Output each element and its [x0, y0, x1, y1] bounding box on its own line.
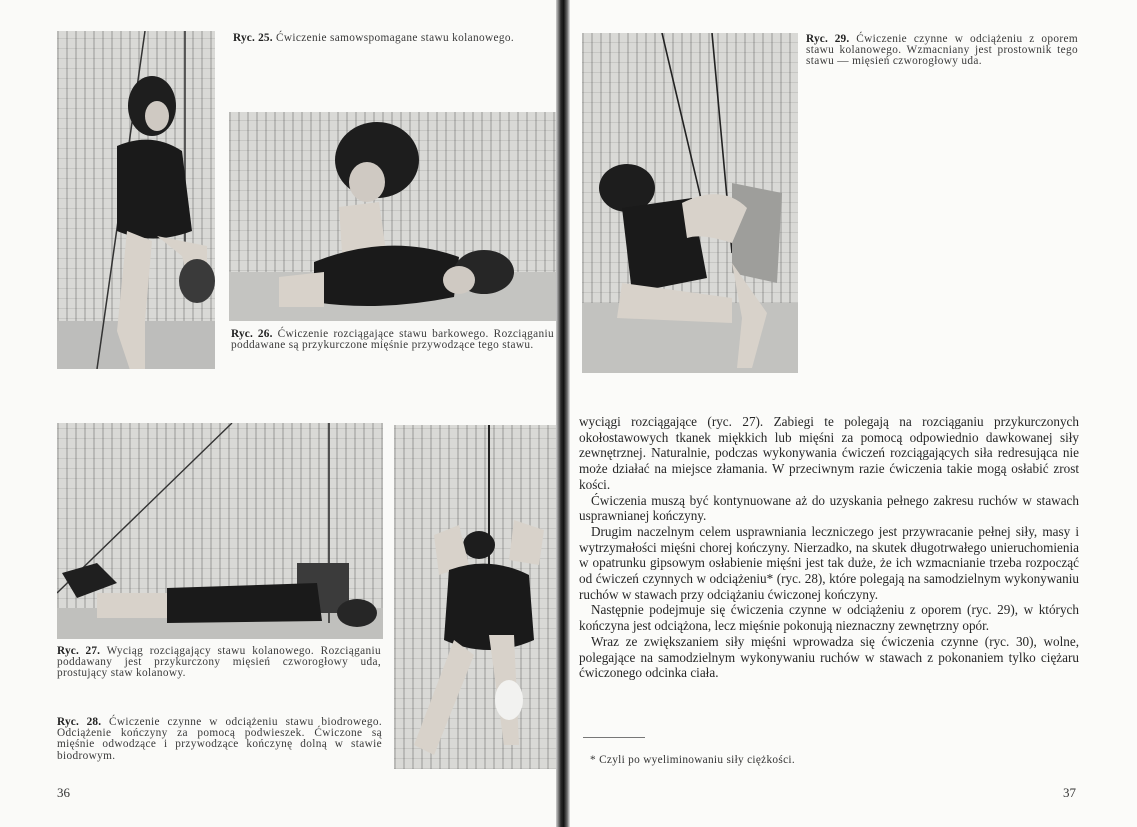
caption-fig29-text: Ćwiczenie czynne w odciążeniu z oporem stawu kolanowego. Wzmacniany jest prostownik tego stawu — mięsień czworogłowy uda.	[806, 33, 1078, 68]
paragraph-1: wyciągi rozciągające (ryc. 27). Zabiegi te polegają na rozciąganiu przykurczonych okołostawowych tkanek miękkich lub mięśni za pomocą odpowiednio dawkowanej siły zewnętrznej. Naturalnie, podczas wykonywania ćwiczeń rozciągających siła redresująca nie może działać na miejsce złamania. W przeciwnym razie ćwiczenia takie mogą osłabić zrost kości.	[579, 414, 1079, 492]
caption-fig27	[57, 646, 381, 680]
left-page	[0, 0, 560, 827]
photo-fig25	[57, 31, 215, 369]
paragraph-3: Drugim naczelnym celem usprawniania leczniczego jest przywracanie pełnej siły, masy i wytrzymałości mięśni chorej kończyny. Nierzadko, na skutek długotrwałego unieruchomienia w opatrunku gipsowym osłabienie mięśni jest tak duże, że ich wzmacnianie trzeba rozpocząć od ćwiczeń czynnych w odciążeniu* (ryc. 28), które polegają na samodzielnym wykonywaniu ruchów w stawach przy odciążaniu ćwiczonej kończyny.	[579, 523, 1079, 602]
paragraph-2: Ćwiczenia muszą być kontynuowane aż do uzyskania pełnego zakresu ruchów w stawach usprawnianej kończyny.	[579, 492, 1079, 524]
caption-fig26-label: Ryc. 26.	[231, 328, 273, 340]
photo-fig25-figure	[57, 31, 215, 369]
page-number-left: 36	[57, 785, 70, 800]
photo-fig28	[394, 425, 556, 769]
caption-fig28	[57, 717, 382, 762]
photo-fig26	[229, 112, 556, 321]
photo-fig29-figure	[582, 33, 798, 373]
book-gutter	[556, 0, 570, 827]
photo-fig27-figure	[57, 423, 383, 639]
photo-fig26-figure	[229, 112, 556, 321]
footnote: * Czyli po wyeliminowaniu siły ciężkości.	[590, 754, 795, 766]
photo-fig28-figure	[394, 425, 556, 769]
caption-fig28-text: Ćwiczenie czynne w odciążeniu stawu biodrowego. Odciążenie kończyny za pomocą podwieszek. Ćwiczone są mięśnie odwodzące i przywodzące kończynę dolną w stawie biodrowym.	[57, 716, 382, 762]
caption-fig25	[233, 33, 555, 44]
page-number-right: 37	[1063, 785, 1076, 800]
caption-fig28-label: Ryc. 28.	[57, 716, 102, 728]
paragraph-4: Następnie podejmuje się ćwiczenia czynne w odciążeniu z oporem (ryc. 29), w których kończyna jest odciążona, lecz mięśnie pokonują nieznaczny zewnętrzny opór.	[579, 602, 1079, 634]
caption-fig26-text: Ćwiczenie rozciągające stawu barkowego. Rozciąganiu poddawane są przykurczone mięśnie przywodzące tego stawu.	[231, 328, 554, 352]
caption-fig25-text: Ćwiczenie samowspomagane stawu kolanowego.	[275, 32, 515, 44]
photo-fig29	[582, 33, 798, 373]
footnote-rule	[583, 737, 645, 738]
paragraph-5: Wraz ze zwiększaniem siły mięśni wprowadza się ćwiczenia czynne (ryc. 30), wolne, polegające na samodzielnym wykonywaniu ruchów w stawach z pokonaniem tylko ciężaru ćwiczonego odcinka ciała.	[579, 633, 1079, 681]
caption-fig27-text: Wyciąg rozciągający stawu kolanowego. Rozciąganiu poddawany jest przykurczony mięsień czworogłowy uda, prostujący staw kolanowy.	[57, 645, 381, 680]
caption-fig29	[806, 34, 1078, 68]
caption-fig25-label: Ryc. 25.	[233, 32, 273, 44]
caption-fig26	[231, 329, 554, 351]
photo-fig27	[57, 423, 383, 639]
caption-fig27-label: Ryc. 27.	[57, 645, 101, 657]
caption-fig29-label: Ryc. 29.	[806, 33, 850, 45]
body-text	[579, 414, 1079, 681]
